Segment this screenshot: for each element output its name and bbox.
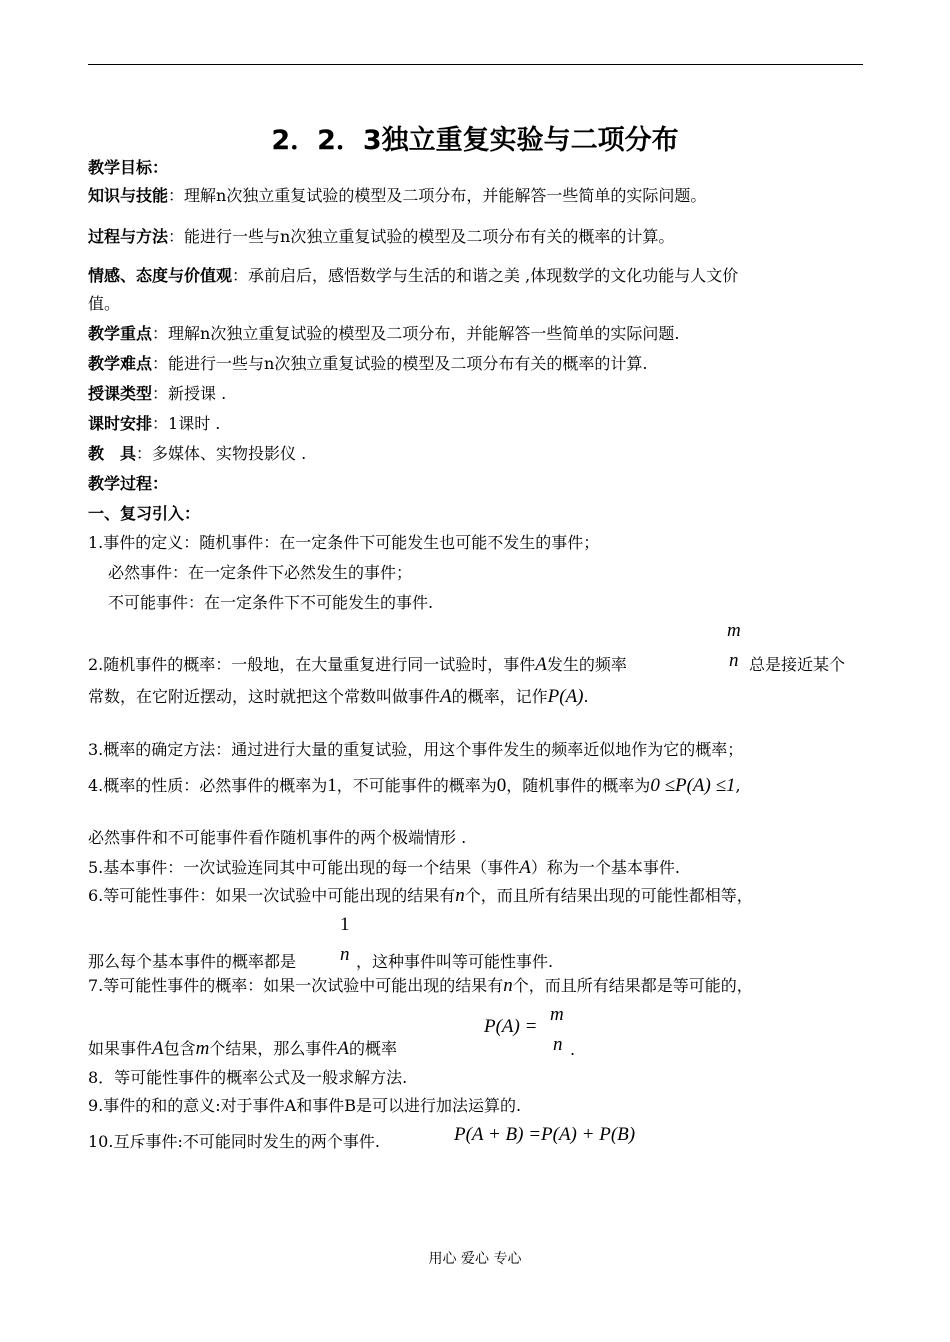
review-5a-text: 5.基本事件：一次试验连同其中可能出现的每一个结果（事件 <box>88 858 520 877</box>
difficulty-line <box>88 354 647 374</box>
tools-label: 教 具 <box>88 444 137 463</box>
math-A: A <box>519 857 531 878</box>
frac-m-numerator: m <box>727 620 741 641</box>
math-A: A <box>535 654 547 675</box>
math-A: A <box>440 686 452 707</box>
emotion-line <box>88 266 738 286</box>
frac-one-numerator: 1 <box>340 914 350 935</box>
review-4b-text: ，不可能事件的概率为 <box>336 776 497 795</box>
emotion-text: ：承前启后，感悟数学与生活的和谐之美 ,体现数学的文化功能与人文价 <box>232 266 739 285</box>
math-PA: P(A) <box>547 686 584 707</box>
review-2d-text: 常数，在它附近摆动，这时就把这个常数叫做事件 <box>88 687 441 706</box>
review-7e-text: 个结果，那么事件 <box>209 1039 338 1058</box>
type-text: ：新授课 . <box>152 384 227 403</box>
review-line-3: 3.概率的确定方法：通过进行大量的重复试验，用这个事件发生的频率近似地作为它的概率； <box>88 740 744 759</box>
review-line-4a: 4.概率的性质：必然事件的概率为1，不可能事件的概率为0，随机事件的概率为0 ≤P(A) ≤1, <box>88 775 741 796</box>
knowledge-text: ：理解n次独立重复试验的模型及二项分布，并能解答一些简单的实际问题。 <box>168 186 707 205</box>
review-4a-text: 4.概率的性质：必然事件的概率为 <box>88 776 328 795</box>
math-A: A <box>152 1038 164 1059</box>
math-n: n <box>455 885 465 906</box>
section-review-heading: 一、复习引入： <box>88 504 201 523</box>
review-7b-text: 个，而且所有结果都是等可能的， <box>512 976 753 995</box>
time-line <box>88 414 220 434</box>
math-one: 1 <box>327 775 337 796</box>
review-2b-text: 发生的频率 <box>546 655 627 674</box>
emotion-line-2: 值。 <box>88 294 121 313</box>
review-6c-text: 那么每个基本事件的概率都是 <box>88 952 297 971</box>
review-line-1b: 必然事件：在一定条件下必然发生的事件； <box>108 563 413 582</box>
review-line-8: 8．等可能性事件的概率公式及一般求解方法. <box>88 1068 408 1087</box>
emotion-label: 情感、态度与价值观 <box>88 266 233 285</box>
key-label: 教学重点 <box>88 324 153 343</box>
math-inequality: 0 ≤P(A) ≤1 <box>650 775 736 796</box>
review-6a-text: 6.等可能性事件：如果一次试验中可能出现的结果有 <box>88 886 456 905</box>
review-line-6d: ，这种事件叫等可能性事件. <box>356 952 554 971</box>
difficulty-text: ：能进行一些与n次独立重复试验的模型及二项分布有关的概率的计算. <box>152 354 648 373</box>
tools-line <box>88 444 306 464</box>
page-footer: 用心 爱心 专心 <box>428 1251 522 1267</box>
math-sum-formula: P(A + B) =P(A) + P(B) <box>454 1124 636 1145</box>
review-line-9: 9.事件的和的意义:对于事件A和事件B是可以进行加法运算的. <box>88 1096 522 1115</box>
frac-n-denominator: n <box>340 944 350 965</box>
process-label: 过程与方法 <box>88 227 169 246</box>
objectives-heading: 教学目标： <box>88 158 169 177</box>
review-7d-text: 包含 <box>163 1039 196 1058</box>
review-4c-text: ，随机事件的概率为 <box>506 776 651 795</box>
math-A: A <box>337 1038 349 1059</box>
review-line-1: 1.事件的定义：随机事件：在一定条件下可能发生也可能不发生的事件； <box>88 533 600 552</box>
review-line-1c: 不可能事件：在一定条件下不可能发生的事件. <box>108 593 434 612</box>
process-heading: 教学过程： <box>88 474 169 493</box>
review-line-7a <box>88 976 753 996</box>
frac-n-denominator: n <box>729 650 739 671</box>
key-text: ：理解n次独立重复试验的模型及二项分布，并能解答一些简单的实际问题. <box>152 324 680 343</box>
type-label: 授课类型 <box>88 384 153 403</box>
math-n: n <box>503 975 513 996</box>
review-line-4d: 必然事件和不可能事件看作随机事件的两个极端情形 . <box>88 828 467 847</box>
header-rule <box>88 64 863 65</box>
review-line-7c <box>88 1039 397 1059</box>
review-7a-text: 7.等可能性事件的概率：如果一次试验中可能出现的结果有 <box>88 976 504 995</box>
review-line-5 <box>88 858 680 878</box>
review-2e-text: 的概率，记作 <box>451 687 548 706</box>
review-7c-text: 如果事件 <box>88 1039 153 1058</box>
difficulty-label: 教学难点 <box>88 354 153 373</box>
frac-m-numerator: m <box>550 1004 564 1025</box>
process-text: ：能进行一些与n次独立重复试验的模型及二项分布有关的概率的计算。 <box>168 227 675 246</box>
review-line-2d: 常数，在它附近摆动，这时就把这个常数叫做事件A的概率，记作P(A). <box>88 686 589 707</box>
type-line <box>88 384 226 404</box>
page-title: 2．2．3独立重复实验与二项分布 <box>271 125 679 156</box>
key-line <box>88 324 679 344</box>
review-line-6c <box>88 952 296 972</box>
time-text: ：1课时 . <box>152 414 221 433</box>
review-6b-text: 个，而且所有结果出现的可能性都相等， <box>464 886 753 905</box>
review-2a-text: 2.随机事件的概率：一般地，在大量重复进行同一试验时，事件 <box>88 655 536 674</box>
math-zero: 0 <box>496 775 507 796</box>
review-line-2a <box>88 655 627 675</box>
frac-n-denominator: n <box>553 1034 563 1055</box>
time-label: 课时安排 <box>88 414 153 433</box>
process-line <box>88 227 674 247</box>
review-5b-text: ）称为一个基本事件. <box>530 858 680 877</box>
knowledge-label: 知识与技能 <box>88 186 169 205</box>
review-7f-text: 的概率 <box>349 1039 398 1058</box>
tools-text: ：多媒体、实物投影仪 . <box>136 444 307 463</box>
review-line-6a <box>88 886 753 906</box>
period: . <box>570 1040 576 1059</box>
knowledge-line <box>88 186 706 206</box>
math-m: m <box>195 1038 210 1059</box>
review-line-10: 10.互斥事件:不可能同时发生的两个事件. <box>88 1132 380 1151</box>
math-PA-equals: P(A) = <box>484 1016 538 1037</box>
review-line-2c: 总是接近某个 <box>749 655 846 674</box>
